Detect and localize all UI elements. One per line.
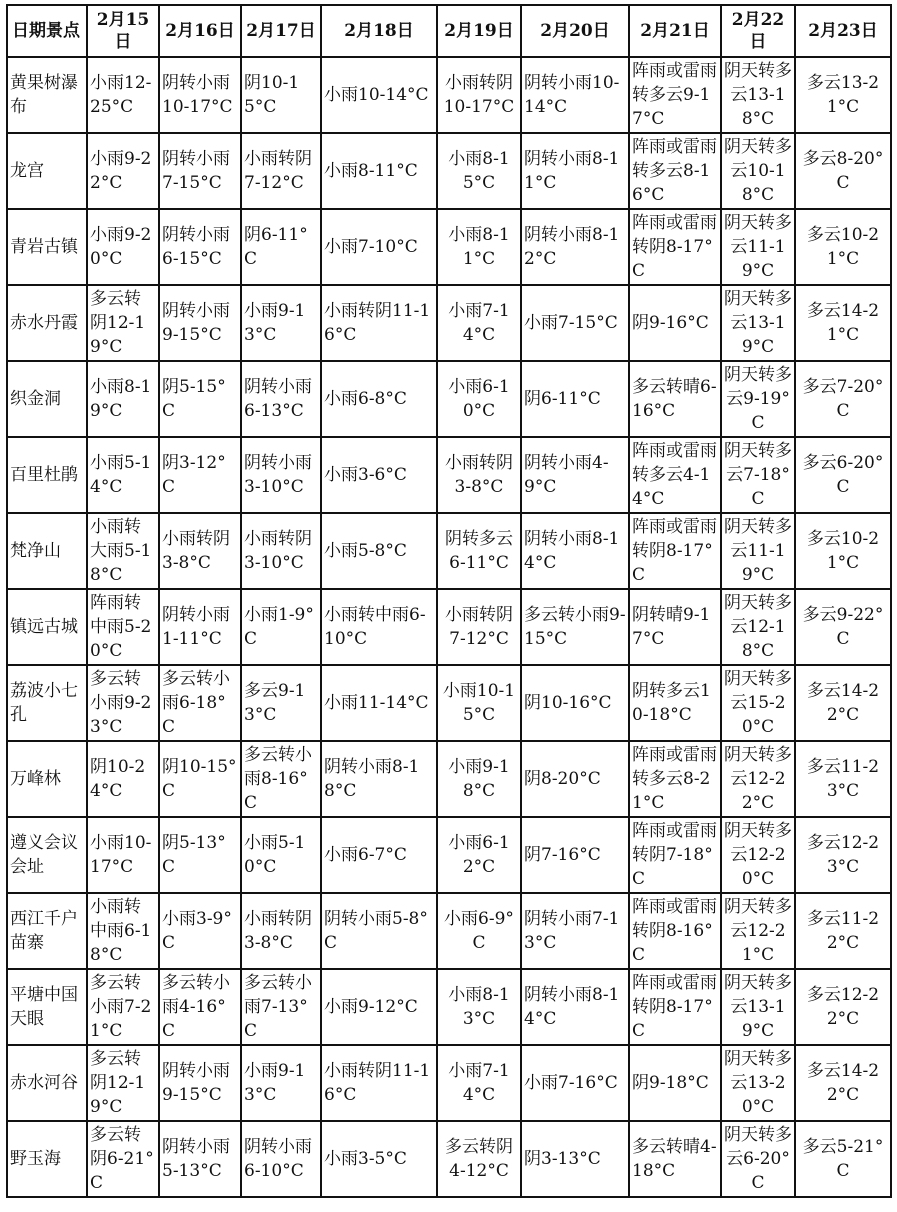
date-header: 2月20日 <box>521 5 629 57</box>
forecast-cell: 小雨7-16°C <box>521 1045 629 1121</box>
forecast-cell: 小雨8-11°C <box>321 133 437 209</box>
forecast-cell: 阴天转多云11-19°C <box>721 513 795 589</box>
forecast-cell: 阵雨或雷雨转阴8-17°C <box>629 513 721 589</box>
date-header: 2月21日 <box>629 5 721 57</box>
forecast-cell: 小雨10-14°C <box>321 57 437 133</box>
forecast-cell: 阴天转多云12-20°C <box>721 817 795 893</box>
scenic-spot-name: 赤水丹霞 <box>7 285 87 361</box>
forecast-cell: 阴天转多云9-19°C <box>721 361 795 437</box>
date-header: 2月17日 <box>241 5 321 57</box>
forecast-cell: 多云12-23°C <box>795 817 891 893</box>
table-row <box>7 57 891 133</box>
forecast-cell: 多云转小雨9-23°C <box>87 665 159 741</box>
forecast-cell: 小雨转阴3-10°C <box>241 513 321 589</box>
forecast-cell: 阴转小雨6-15°C <box>159 209 241 285</box>
scenic-spot-name: 遵义会议会址 <box>7 817 87 893</box>
date-header: 2月23日 <box>795 5 891 57</box>
forecast-cell: 多云14-22°C <box>795 665 891 741</box>
forecast-cell: 小雨8-13°C <box>437 969 521 1045</box>
scenic-spot-name: 镇远古城 <box>7 589 87 665</box>
forecast-cell: 小雨12-25°C <box>87 57 159 133</box>
forecast-cell: 小雨7-14°C <box>437 1045 521 1121</box>
forecast-cell: 阵雨或雷雨转阴8-16°C <box>629 893 721 969</box>
scenic-spot-name: 野玉海 <box>7 1121 87 1197</box>
date-header: 2月15日 <box>87 5 159 57</box>
forecast-cell: 阴转小雨9-15°C <box>159 285 241 361</box>
forecast-cell: 阴天转多云12-22°C <box>721 741 795 817</box>
forecast-cell: 阴天转多云13-19°C <box>721 969 795 1045</box>
header-row <box>7 5 891 57</box>
forecast-cell: 多云转小雨9-15°C <box>521 589 629 665</box>
forecast-cell: 阴转多云10-18°C <box>629 665 721 741</box>
forecast-cell: 多云转小雨6-18°C <box>159 665 241 741</box>
forecast-cell: 小雨6-10°C <box>437 361 521 437</box>
forecast-cell: 多云转小雨4-16°C <box>159 969 241 1045</box>
forecast-cell: 小雨转中雨6-18°C <box>87 893 159 969</box>
forecast-cell: 阴天转多云7-18°C <box>721 437 795 513</box>
forecast-cell: 小雨7-14°C <box>437 285 521 361</box>
forecast-cell: 多云5-21°C <box>795 1121 891 1197</box>
forecast-cell: 多云9-13°C <box>241 665 321 741</box>
forecast-cell: 阴转小雨10-17°C <box>159 57 241 133</box>
forecast-cell: 小雨10-17°C <box>87 817 159 893</box>
forecast-cell: 阴转晴9-17°C <box>629 589 721 665</box>
forecast-cell: 阴转小雨9-15°C <box>159 1045 241 1121</box>
table-row <box>7 741 891 817</box>
date-header: 2月16日 <box>159 5 241 57</box>
forecast-cell: 阴天转多云15-20°C <box>721 665 795 741</box>
forecast-cell: 多云10-21°C <box>795 513 891 589</box>
forecast-cell: 阵雨或雷雨转阴8-17°C <box>629 209 721 285</box>
table-row <box>7 513 891 589</box>
forecast-cell: 小雨10-15°C <box>437 665 521 741</box>
forecast-cell: 小雨转阴7-12°C <box>241 133 321 209</box>
forecast-cell: 阴10-15°C <box>159 741 241 817</box>
forecast-cell: 阴6-11°C <box>521 361 629 437</box>
forecast-cell: 阴9-18°C <box>629 1045 721 1121</box>
table-row <box>7 969 891 1045</box>
forecast-cell: 阴转小雨8-18°C <box>321 741 437 817</box>
forecast-cell: 阴天转多云13-19°C <box>721 285 795 361</box>
forecast-cell: 小雨8-19°C <box>87 361 159 437</box>
forecast-cell: 小雨9-22°C <box>87 133 159 209</box>
forecast-cell: 小雨转阴7-12°C <box>437 589 521 665</box>
forecast-cell: 阴转小雨7-15°C <box>159 133 241 209</box>
forecast-cell: 阵雨或雷雨转多云9-17°C <box>629 57 721 133</box>
scenic-spot-name: 百里杜鹃 <box>7 437 87 513</box>
table-row <box>7 1045 891 1121</box>
table-row <box>7 665 891 741</box>
forecast-cell: 阴9-16°C <box>629 285 721 361</box>
forecast-cell: 小雨7-15°C <box>521 285 629 361</box>
forecast-cell: 多云11-23°C <box>795 741 891 817</box>
corner-header: 日期景点 <box>7 5 87 57</box>
scenic-spot-name: 黄果树瀑布 <box>7 57 87 133</box>
table-row <box>7 285 891 361</box>
forecast-cell: 小雨5-10°C <box>241 817 321 893</box>
forecast-cell: 多云7-20°C <box>795 361 891 437</box>
scenic-spot-name: 织金洞 <box>7 361 87 437</box>
forecast-cell: 小雨7-10°C <box>321 209 437 285</box>
scenic-spot-name: 梵净山 <box>7 513 87 589</box>
forecast-cell: 阴10-15°C <box>241 57 321 133</box>
table-row <box>7 817 891 893</box>
table-row <box>7 133 891 209</box>
forecast-cell: 阴天转多云11-19°C <box>721 209 795 285</box>
forecast-cell: 阴转小雨10-14°C <box>521 57 629 133</box>
forecast-cell: 阴转小雨7-13°C <box>521 893 629 969</box>
forecast-cell: 阵雨转中雨5-20°C <box>87 589 159 665</box>
forecast-cell: 小雨1-9°C <box>241 589 321 665</box>
forecast-cell: 阴转小雨3-10°C <box>241 437 321 513</box>
forecast-cell: 阴天转多云12-21°C <box>721 893 795 969</box>
forecast-cell: 小雨3-9°C <box>159 893 241 969</box>
forecast-cell: 阴转小雨5-8°C <box>321 893 437 969</box>
forecast-cell: 多云转小雨7-13°C <box>241 969 321 1045</box>
forecast-cell: 多云8-20°C <box>795 133 891 209</box>
forecast-cell: 阴5-13°C <box>159 817 241 893</box>
forecast-cell: 多云转小雨8-16°C <box>241 741 321 817</box>
forecast-cell: 小雨9-18°C <box>437 741 521 817</box>
table-row <box>7 209 891 285</box>
table-row <box>7 893 891 969</box>
forecast-cell: 小雨3-6°C <box>321 437 437 513</box>
forecast-cell: 阴5-15°C <box>159 361 241 437</box>
scenic-spot-name: 万峰林 <box>7 741 87 817</box>
forecast-cell: 多云转晴6-16°C <box>629 361 721 437</box>
forecast-cell: 多云13-21°C <box>795 57 891 133</box>
weather-forecast-table <box>6 4 892 1198</box>
forecast-cell: 小雨转中雨6-10°C <box>321 589 437 665</box>
date-header: 2月19日 <box>437 5 521 57</box>
forecast-cell: 阴转小雨8-14°C <box>521 969 629 1045</box>
forecast-cell: 阴转多云6-11°C <box>437 513 521 589</box>
forecast-cell: 阴转小雨1-11°C <box>159 589 241 665</box>
forecast-cell: 阴6-11°C <box>241 209 321 285</box>
forecast-cell: 小雨5-8°C <box>321 513 437 589</box>
forecast-cell: 阴转小雨8-12°C <box>521 209 629 285</box>
forecast-cell: 小雨5-14°C <box>87 437 159 513</box>
table-row <box>7 1121 891 1197</box>
forecast-cell: 多云12-22°C <box>795 969 891 1045</box>
forecast-cell: 小雨8-15°C <box>437 133 521 209</box>
forecast-cell: 小雨11-14°C <box>321 665 437 741</box>
forecast-cell: 小雨转阴10-17°C <box>437 57 521 133</box>
forecast-cell: 阴天转多云13-18°C <box>721 57 795 133</box>
forecast-cell: 多云转阴4-12°C <box>437 1121 521 1197</box>
forecast-cell: 小雨转阴11-16°C <box>321 285 437 361</box>
forecast-cell: 阴10-24°C <box>87 741 159 817</box>
forecast-cell: 小雨转阴3-8°C <box>437 437 521 513</box>
table-row <box>7 361 891 437</box>
forecast-cell: 阴天转多云10-18°C <box>721 133 795 209</box>
forecast-cell: 小雨9-20°C <box>87 209 159 285</box>
scenic-spot-name: 青岩古镇 <box>7 209 87 285</box>
forecast-cell: 阵雨或雷雨转阴8-17°C <box>629 969 721 1045</box>
forecast-cell: 小雨6-8°C <box>321 361 437 437</box>
forecast-cell: 多云转阴12-19°C <box>87 1045 159 1121</box>
forecast-table-wrapper <box>6 4 892 1198</box>
forecast-cell: 多云10-21°C <box>795 209 891 285</box>
forecast-cell: 阵雨或雷雨转阴7-18°C <box>629 817 721 893</box>
forecast-cell: 小雨8-11°C <box>437 209 521 285</box>
scenic-spot-name: 西江千户苗寨 <box>7 893 87 969</box>
date-header: 2月22日 <box>721 5 795 57</box>
forecast-cell: 多云9-22°C <box>795 589 891 665</box>
forecast-cell: 阴3-13°C <box>521 1121 629 1197</box>
forecast-cell: 小雨9-13°C <box>241 1045 321 1121</box>
forecast-cell: 阴天转多云6-20°C <box>721 1121 795 1197</box>
forecast-cell: 阴转小雨8-11°C <box>521 133 629 209</box>
forecast-cell: 阴转小雨8-14°C <box>521 513 629 589</box>
table-row <box>7 437 891 513</box>
forecast-cell: 阴7-16°C <box>521 817 629 893</box>
forecast-cell: 小雨6-12°C <box>437 817 521 893</box>
forecast-cell: 阴天转多云13-20°C <box>721 1045 795 1121</box>
forecast-cell: 阵雨或雷雨转多云8-16°C <box>629 133 721 209</box>
forecast-cell: 多云11-22°C <box>795 893 891 969</box>
scenic-spot-name: 荔波小七孔 <box>7 665 87 741</box>
forecast-cell: 小雨转阴11-16°C <box>321 1045 437 1121</box>
forecast-cell: 阵雨或雷雨转多云8-21°C <box>629 741 721 817</box>
forecast-cell: 阴转小雨6-10°C <box>241 1121 321 1197</box>
forecast-cell: 小雨3-5°C <box>321 1121 437 1197</box>
scenic-spot-name: 赤水河谷 <box>7 1045 87 1121</box>
forecast-cell: 小雨转阴3-8°C <box>241 893 321 969</box>
forecast-cell: 阴8-20°C <box>521 741 629 817</box>
table-row <box>7 589 891 665</box>
forecast-cell: 多云转阴12-19°C <box>87 285 159 361</box>
forecast-cell: 多云14-22°C <box>795 1045 891 1121</box>
date-header: 2月18日 <box>321 5 437 57</box>
forecast-cell: 多云14-21°C <box>795 285 891 361</box>
forecast-cell: 阴转小雨4-9°C <box>521 437 629 513</box>
scenic-spot-name: 平塘中国天眼 <box>7 969 87 1045</box>
forecast-cell: 阴10-16°C <box>521 665 629 741</box>
forecast-cell: 小雨9-13°C <box>241 285 321 361</box>
forecast-cell: 阴3-12°C <box>159 437 241 513</box>
forecast-cell: 多云转小雨7-21°C <box>87 969 159 1045</box>
scenic-spot-name: 龙宫 <box>7 133 87 209</box>
forecast-cell: 小雨6-9°C <box>437 893 521 969</box>
forecast-cell: 阴转小雨6-13°C <box>241 361 321 437</box>
forecast-cell: 小雨9-12°C <box>321 969 437 1045</box>
forecast-cell: 阵雨或雷雨转多云4-14°C <box>629 437 721 513</box>
forecast-cell: 多云转晴4-18°C <box>629 1121 721 1197</box>
table-body <box>7 57 891 1197</box>
forecast-cell: 多云转阴6-21°C <box>87 1121 159 1197</box>
forecast-cell: 小雨转阴3-8°C <box>159 513 241 589</box>
forecast-cell: 小雨6-7°C <box>321 817 437 893</box>
table-header <box>7 5 891 57</box>
forecast-cell: 阴天转多云12-18°C <box>721 589 795 665</box>
forecast-cell: 多云6-20°C <box>795 437 891 513</box>
forecast-cell: 阴转小雨5-13°C <box>159 1121 241 1197</box>
forecast-cell: 小雨转大雨5-18°C <box>87 513 159 589</box>
